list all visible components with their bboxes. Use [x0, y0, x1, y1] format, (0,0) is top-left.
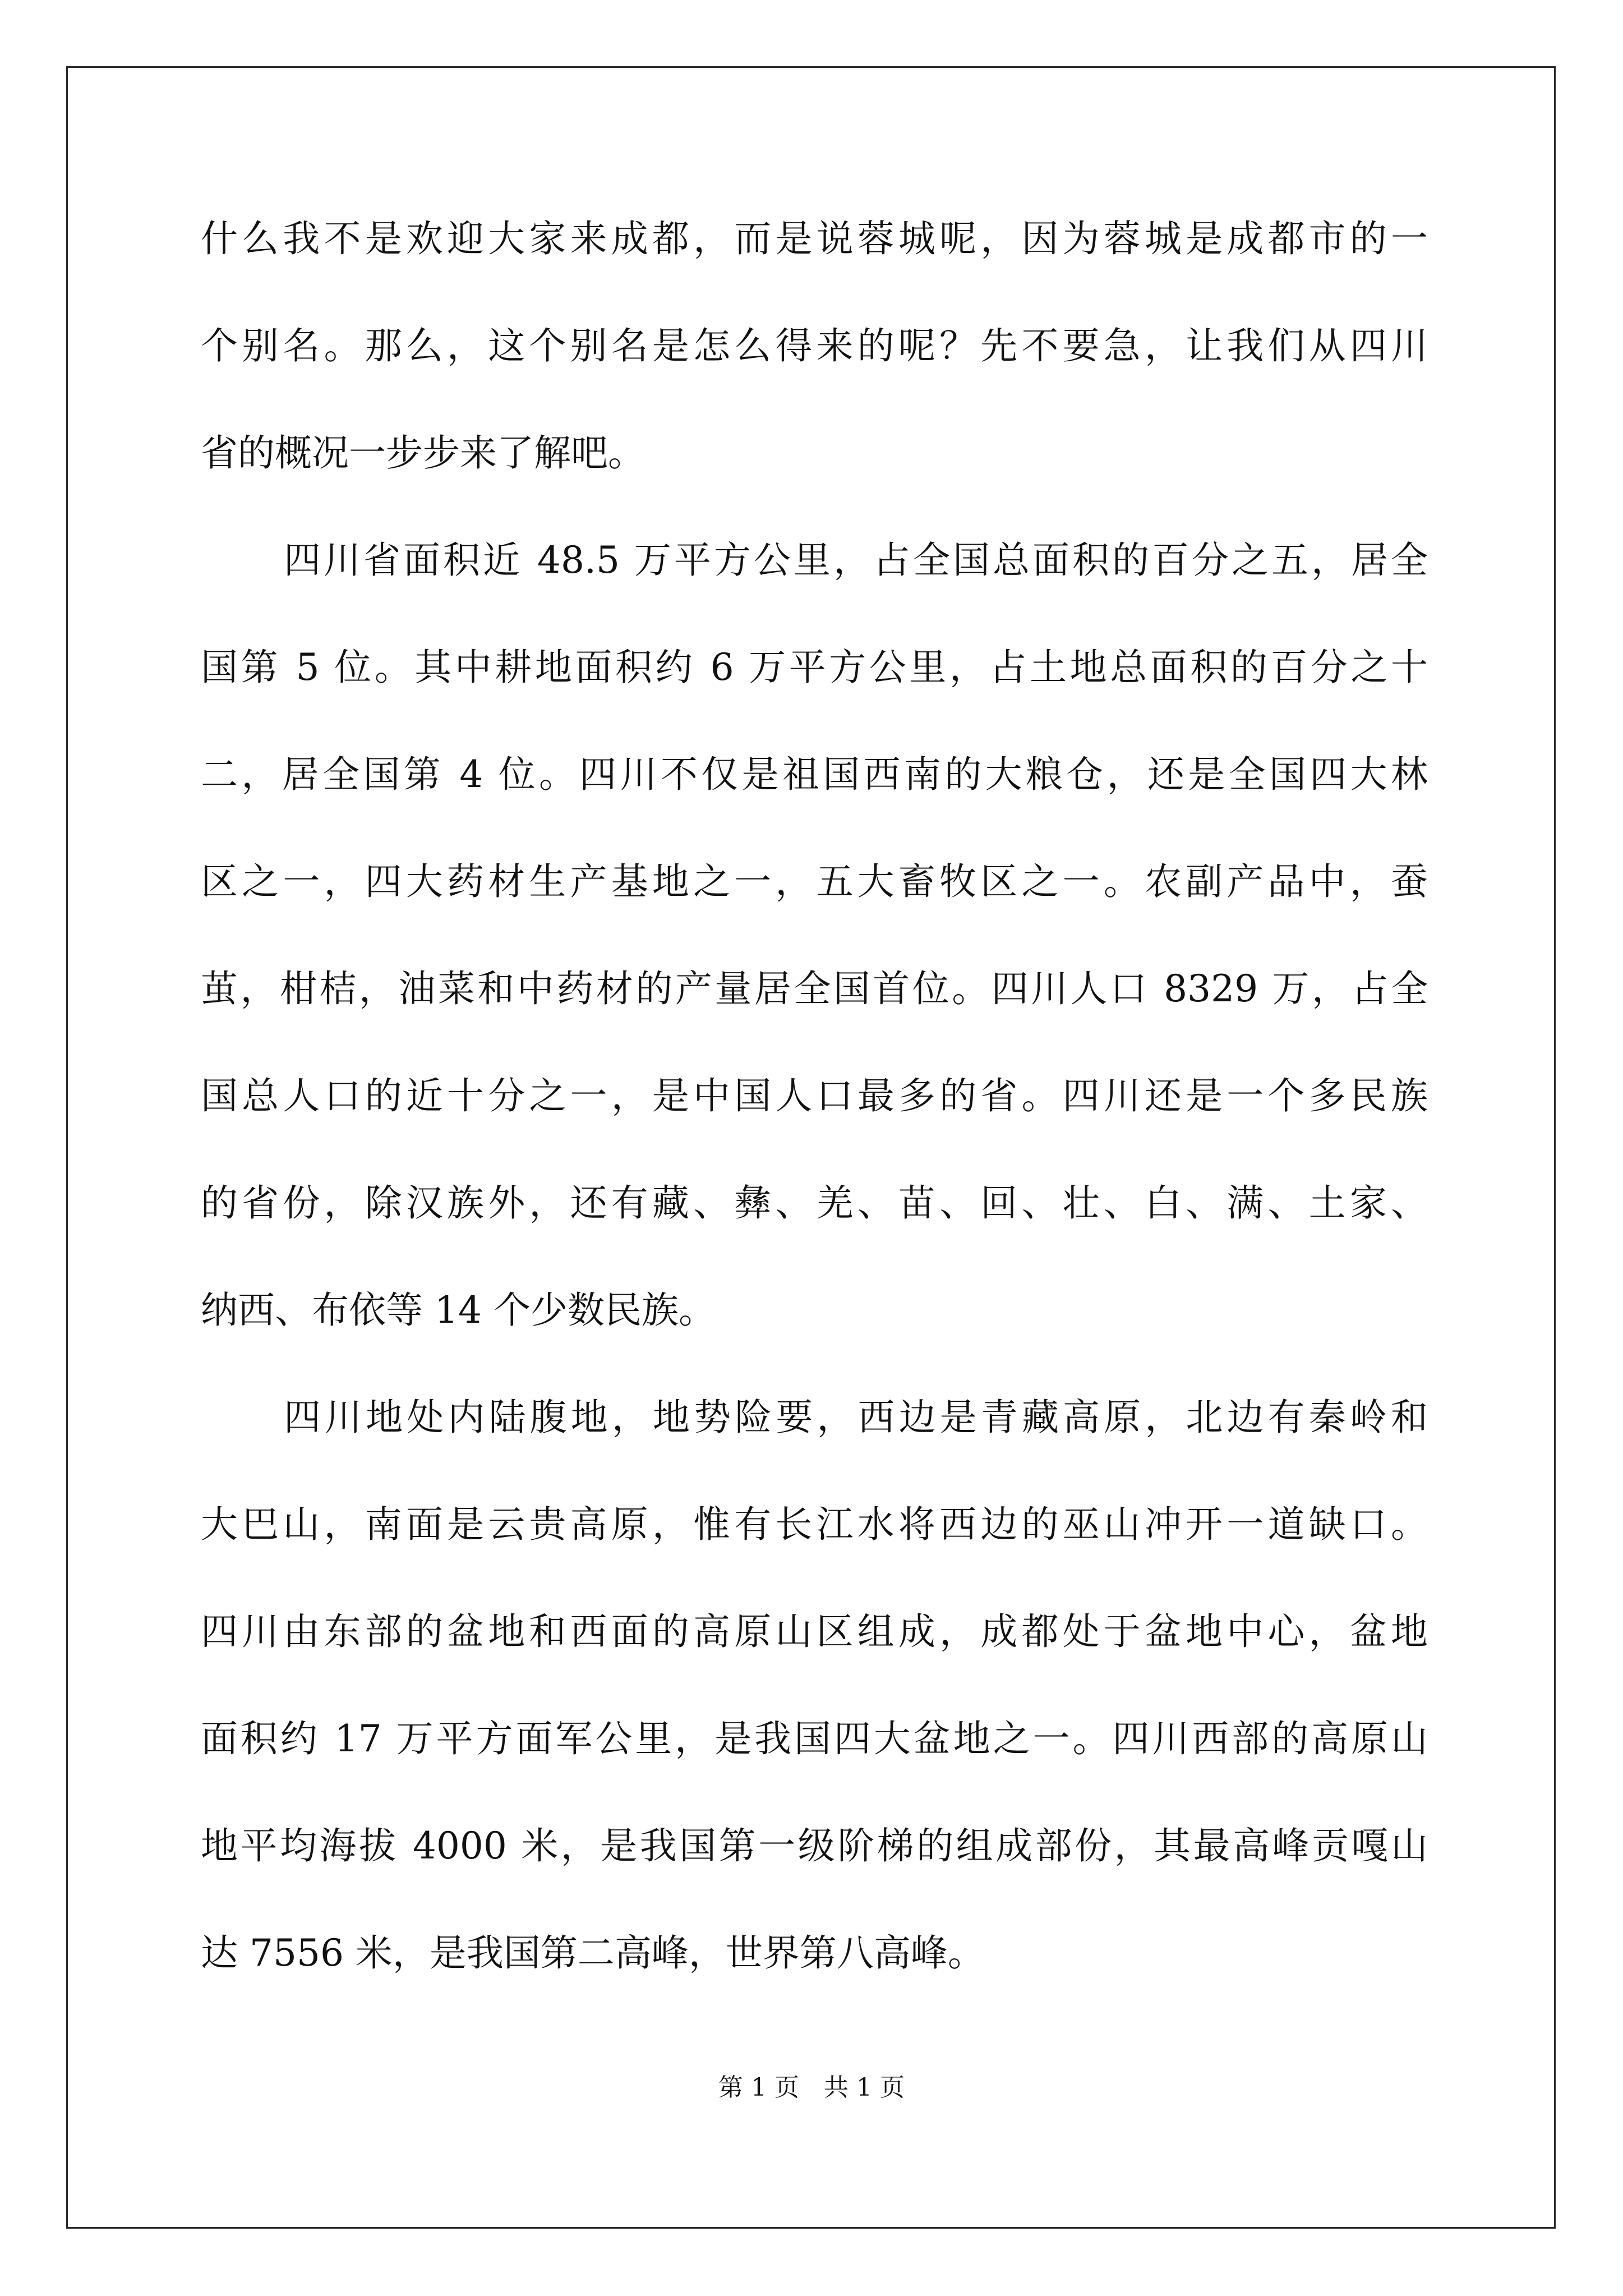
text-line: 四川由东部的盆地和西面的高原山区组成，成都处于盆地中心，盆地: [201, 1610, 1428, 1653]
text-line: 省的概况一步步来了解吧。: [201, 431, 645, 475]
text-line: 四川地处内陆腹地，地势险要，西边是青藏高原，北边有秦岭和: [284, 1396, 1428, 1439]
text-line: 什么我不是欢迎大家来成都，而是说蓉城呢，因为蓉城是成都市的一: [201, 217, 1428, 260]
text-line: 的省份，除汉族外，还有藏、彝、羌、苗、回、壮、白、满、土家、: [201, 1181, 1428, 1225]
page-number-footer: 第 1 页 共 1 页: [718, 2073, 905, 2102]
text-line: 大巴山，南面是云贵高原，惟有长江水将西边的巫山冲开一道缺口。: [201, 1503, 1428, 1546]
text-line: 个别名。那么，这个别名是怎么得来的呢？先不要急，让我们从四川: [201, 324, 1428, 367]
text-line: 地平均海拔 4000 米，是我国第一级阶梯的组成部份，其最高峰贡嘎山: [201, 1824, 1428, 1867]
text-line: 区之一，四大药材生产基地之一，五大畜牧区之一。农副产品中，蚕: [201, 860, 1428, 903]
text-line: 面积约 17 万平方面军公里，是我国四大盆地之一。四川西部的高原山: [201, 1717, 1428, 1760]
text-line: 四川省面积近 48.5 万平方公里，占全国总面积的百分之五，居全: [284, 539, 1428, 582]
text-line: 达 7556 米，是我国第二高峰，世界第八高峰。: [201, 1931, 985, 1975]
text-line: 国总人口的近十分之一，是中国人口最多的省。四川还是一个多民族: [201, 1074, 1428, 1117]
text-line: 纳西、布依等 14 个少数民族。: [201, 1289, 716, 1332]
text-line: 国第 5 位。其中耕地面积约 6 万平方公里，占土地总面积的百分之十: [201, 646, 1428, 689]
text-line: 茧，柑桔，油菜和中药材的产量居全国首位。四川人口 8329 万，占全: [201, 967, 1428, 1010]
document-body: [201, 185, 1428, 2007]
text-line: 二，居全国第 4 位。四川不仅是祖国西南的大粮仓，还是全国四大林: [201, 753, 1428, 796]
